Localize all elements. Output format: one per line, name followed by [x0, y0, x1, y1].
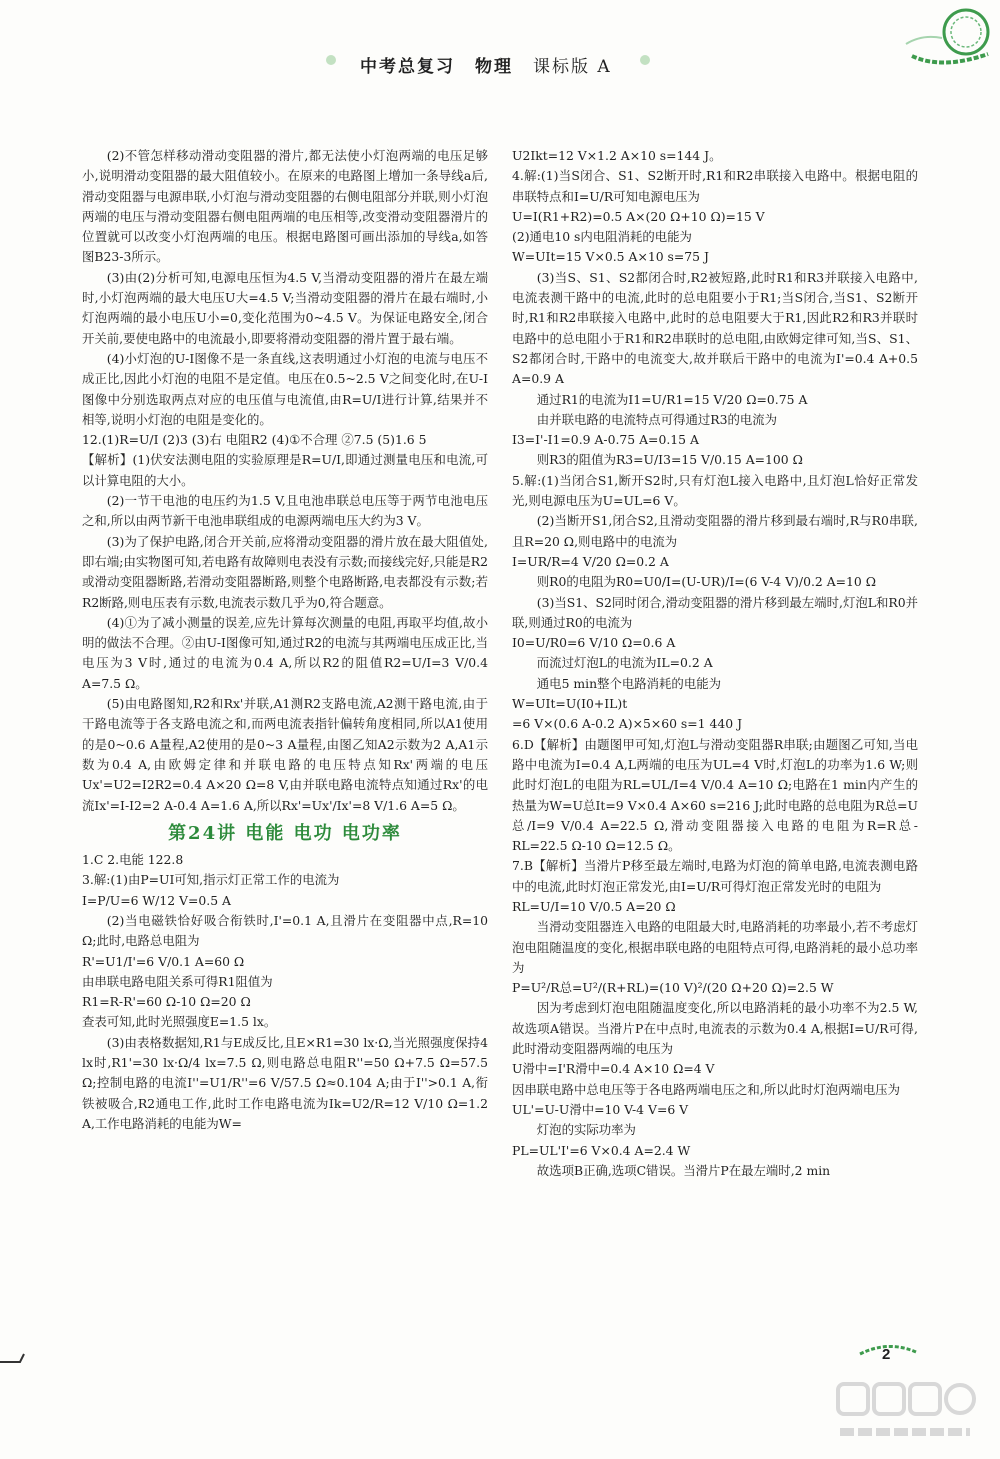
formula-line: UL'=U-U滑中=10 V-4 V=6 V	[512, 1101, 689, 1117]
paragraph: (3)为了保护电路,闭合开关前,应将滑动变阻器的滑片放在最大阻值处,即右端;由实物图可知,若电路有故障则电表没有示数;而接线完好,只能是R2或滑动变阻器断路,若滑动变阻器断路,则整个电路断路,电表都没有示数;若R2断路,则电压表有示数,电流表示数几乎为0,符合题意。	[82, 533, 488, 610]
formula-line: RL=U/I=10 V/0.5 A=20 Ω	[512, 898, 676, 914]
header-edition: 课标版 A	[533, 57, 612, 77]
formula-line: 通过R1的电流为I1=U/R1=15 V/20 Ω=0.75 A	[536, 391, 808, 407]
page-header	[0, 0, 1000, 90]
formula-line: W=UIt=15 V×0.5 A×10 s=75 J	[512, 249, 709, 265]
paragraph: 5.解:(1)当闭合S1,断开S2时,只有灯泡L接入电路中,且灯泡L恰好正常发光,则电源电压为U=UL=6 V。	[512, 472, 918, 509]
paragraph: 查表可知,此时光照强度E=1.5 lx。	[82, 1014, 277, 1030]
paragraph: 由并联电路的电流特点可得通过R3的电流为	[536, 411, 778, 427]
corner-mark-icon	[0, 1352, 30, 1366]
paragraph: 当滑动变阻器连入电路的电阻最大时,电路消耗的功率最小,若不考虑灯泡电阻随温度的变化,根据串联电路的电阻特点可得,电路消耗的最小总功率为	[512, 919, 918, 975]
formula-line: PL=UL'I'=6 V×0.4 A=2.4 W	[512, 1142, 691, 1158]
paragraph: (5)由电路图知,R2和Rx'并联,A1测R2支路电流,A2测干路电流,由于干路电流等于各支路电流之和,而两电流表指针偏转角度相同,所以A1使用的是0~0.6 A量程,A2使用的是0~3 A量程,由图乙知A2示数为2 A,A1示数为0.4 A,由欧姆定律和并联电路的电压特点知Rx'两端的电压Ux'=U2=I2R2=0.4 A×20 Ω=8 V,由并联电路电流特点知通过Rx'的电流Ix'=I-I2=2 A-0.4 A=1.6 A,所以Rx'=Ux'/Ix'=8 V/1.6 A=5 Ω。	[82, 696, 488, 813]
paragraph: 通电5 min整个电路消耗的电能为	[536, 675, 721, 691]
formula-line: R1=R-R'=60 Ω-10 Ω=20 Ω	[82, 994, 251, 1010]
answer-line: 12.(1)R=U/I (2)3 (3)右 电阻R2 (4)①不合理 ②7.5 (5)1.6 5	[82, 432, 427, 448]
paragraph: 因为考虑到灯泡电阻随温度变化,所以电路消耗的最小功率不为2.5 W,故选项A错误。当滑片P在中点时,电流表的示数为0.4 A,根据I=U/R可得,此时滑动变阻器两端的电压为	[512, 1000, 918, 1057]
decorative-dot	[326, 55, 336, 65]
paragraph: 故选项B正确,选项C错误。当滑片P在最左端时,2 min	[536, 1162, 831, 1178]
page-number-badge	[858, 1340, 918, 1366]
formula-line: I0=U/R0=6 V/10 Ω=0.6 A	[512, 635, 676, 651]
paragraph: 因串联电路中总电压等于各电路两端电压之和,所以此时灯泡两端电压为	[512, 1081, 901, 1097]
formula-line: 则R3的阻值为R3=U/I3=15 V/0.15 A=100 Ω	[536, 452, 803, 468]
paragraph: (2)一节干电池的电压约为1.5 V,且电池串联总电压等于两节电池电压之和,所以由两节新干电池串联组成的电源两端电压大约为3 V。	[82, 493, 488, 529]
formula-line: =6 V×(0.6 A-0.2 A)×5×60 s=1 440 J	[512, 716, 743, 732]
paragraph: 6.D【解析】由题图甲可知,灯泡L与滑动变阻器R串联;由题图乙可知,当电路中电流为I=0.4 A,L两端的电压为UL=4 V时,灯泡L的功率为1.6 W;则此时灯泡L的电阻为RL=UL/I=4 V/0.4 A=10 Ω;电路在1 min内产生的热量为W=U总It=9 V×0.4 A×60 s=216 J;此时电路的总电阻为R总=U总/I=9 V/0.4 A=22.5 Ω,滑动变阻器接入电路的电阻为R=R总-RL=22.5 Ω-10 Ω=12.5 Ω。	[512, 736, 918, 854]
header-series: 中考总复习	[360, 57, 455, 77]
formula-line: I3=I'-I1=0.9 A-0.75 A=0.15 A	[512, 432, 699, 448]
formula-line: U2Ikt=12 V×1.2 A×10 s=144 J。	[512, 148, 722, 163]
section-heading: 第24讲 电能 电功 电功率	[168, 822, 402, 844]
formula-line: U滑中=I'R滑中=0.4 A×10 Ω=4 V	[512, 1061, 715, 1077]
paragraph: (3)由(2)分析可知,电源电压恒为4.5 V,当滑动变阻器的滑片在最左端时,小灯泡两端的最大电压U大=4.5 V;当滑动变阻器的滑片在最右端时,小灯泡两端的最小电压U小=0,变化范围为0~4.5 V。为保证电路安全,闭合开关前,要使电路中的电流最小,即要将滑动变阻器的滑片置于最右端。	[82, 269, 488, 346]
formula-line: R'=U1/I'=6 V/0.1 A=60 Ω	[82, 953, 245, 969]
paragraph: 3.解:(1)由P=UI可知,指示灯正常工作的电流为	[82, 872, 340, 888]
paragraph: (4)①为了减小测量的误差,应先计算每次测量的电阻,再取平均值,故小明的做法不合理。②由U-I图像可知,通过R2的电流与其两端电压成正比,当电压为3 V时,通过的电流为0.4 A,所以R2的阻值R2=U/I=3 V/0.4 A=7.5 Ω。	[82, 614, 488, 691]
paragraph: (4)小灯泡的U-I图像不是一条直线,这表明通过小灯泡的电流与电压不成正比,因此小灯泡的电阻不是定值。电压在0.5~2.5 V之间变化时,在U-I图像中分别选取两点对应的电压值与电流值,由R=U/I进行计算,结果并不相等,说明小灯泡的电阻是变化的。	[82, 350, 488, 427]
formula-line: I=P/U=6 W/12 V=0.5 A	[82, 892, 231, 908]
paragraph: (3)当S、S1、S2都闭合时,R2被短路,此时R1和R3并联接入电路中,电流表测干路中的电流,此时的总电阻要小于R1;当S闭合,当S1、S2断开时,R1和R2串联接入电路中,此时的总电阻要大于R1,因此R2和R3并联时电路中的总电阻小于R1和R2串联时的总电阻,由欧姆定律可知,当S、S1、S2都闭合时,干路中的电流变大,故并联后干路中的电流为I'=0.4 A+0.5 A=0.9 A	[512, 269, 918, 387]
paragraph: (3)由表格数据知,R1与E成反比,且E×R1=30 lx·Ω,当光照强度保持4 lx时,R1'=30 lx·Ω/4 lx=7.5 Ω,则电路总电阻R''=50 Ω+7.5 Ω=57.5 Ω;控制电路的电流I''=U1/R''=6 V/57.5 Ω≈0.104 A;由于I''>0.1 A,衔铁被吸合,R2通电工作,此时工作电路电流为Ik=U2/R=12 V/10 Ω=1.2 A,工作电路消耗的电能为W=	[82, 1034, 488, 1131]
formula-line: W=UIt=U(I0+IL)t	[512, 696, 628, 712]
page-number: 2	[882, 1346, 891, 1363]
paragraph: (2)当电磁铁恰好吸合衔铁时,I'=0.1 A,且滑片在变阻器中点,R=10 Ω;此时,电路总电阻为	[82, 912, 488, 949]
formula-line: I=UR/R=4 V/20 Ω=0.2 A	[512, 553, 669, 569]
paragraph: 7.B【解析】当滑片P移至最左端时,电路为灯泡的简单电路,电流表测电路中的电流,此时灯泡正常发光,由I=U/R可得灯泡正常发光时的电阻为	[512, 858, 918, 894]
paragraph: 由串联电路电阻关系可得R1阻值为	[82, 973, 273, 989]
right-column	[512, 146, 918, 1181]
formula-line: U=I(R1+R2)=0.5 A×(20 Ω+10 Ω)=15 V	[512, 208, 765, 224]
answer-line: 1.C 2.电能 122.8	[82, 852, 184, 868]
formula-line: P=U²/R总=U²/(R+RL)=(10 V)²/(20 Ω+20 Ω)=2.5 W	[512, 980, 834, 996]
circular-logo-icon	[902, 4, 994, 74]
paragraph: (2)当断开S1,闭合S2,且滑动变阻器的滑片移到最右端时,R与R0串联,且R=20 Ω,则电路中的电流为	[512, 513, 918, 549]
header-title	[360, 52, 612, 77]
paragraph: 灯泡的实际功率为	[536, 1122, 636, 1138]
paragraph: (3)当S1、S2同时闭合,滑动变阻器的滑片移到最左端时,灯泡L和R0并联,则通过R0的电流为	[512, 594, 918, 630]
paragraph: 4.解:(1)当S闭合、S1、S2断开时,R1和R2串联接入电路中。根据电阻的串联特点和I=U/R可知电源电压为	[512, 168, 918, 204]
paragraph: 【解析】(1)伏安法测电阻的实验原理是R=U/I,即通过测量电压和电流,可以计算电阻的大小。	[82, 452, 488, 488]
left-column	[82, 146, 488, 1134]
header-subject: 物理	[475, 57, 513, 77]
paragraph: 而流过灯泡L的电流为IL=0.2 A	[536, 655, 713, 671]
formula-line: 则R0的电阻为R0=U0/I=(U-UR)/I=(6 V-4 V)/0.2 A=10 Ω	[536, 574, 877, 590]
watermark-logo-icon	[830, 1378, 980, 1448]
decorative-dot	[640, 55, 650, 65]
paragraph: (2)通电10 s内电阻消耗的电能为	[512, 229, 692, 245]
paragraph: (2)不管怎样移动滑动变阻器的滑片,都无法使小灯泡两端的电压足够小,说明滑动变阻器的最大阻值较小。在原来的电路图上增加一条导线a后,滑动变阻器与电源串联,小灯泡与滑动变阻器的右侧电阻部分并联,则小灯泡两端的电压与滑动变阻器右侧电阻两端的电压相等,改变滑动变阻器滑片的位置就可以改变小灯泡两端的电压。根据电路图可画出添加的导线a,如答图B23-3所示。	[82, 148, 488, 265]
